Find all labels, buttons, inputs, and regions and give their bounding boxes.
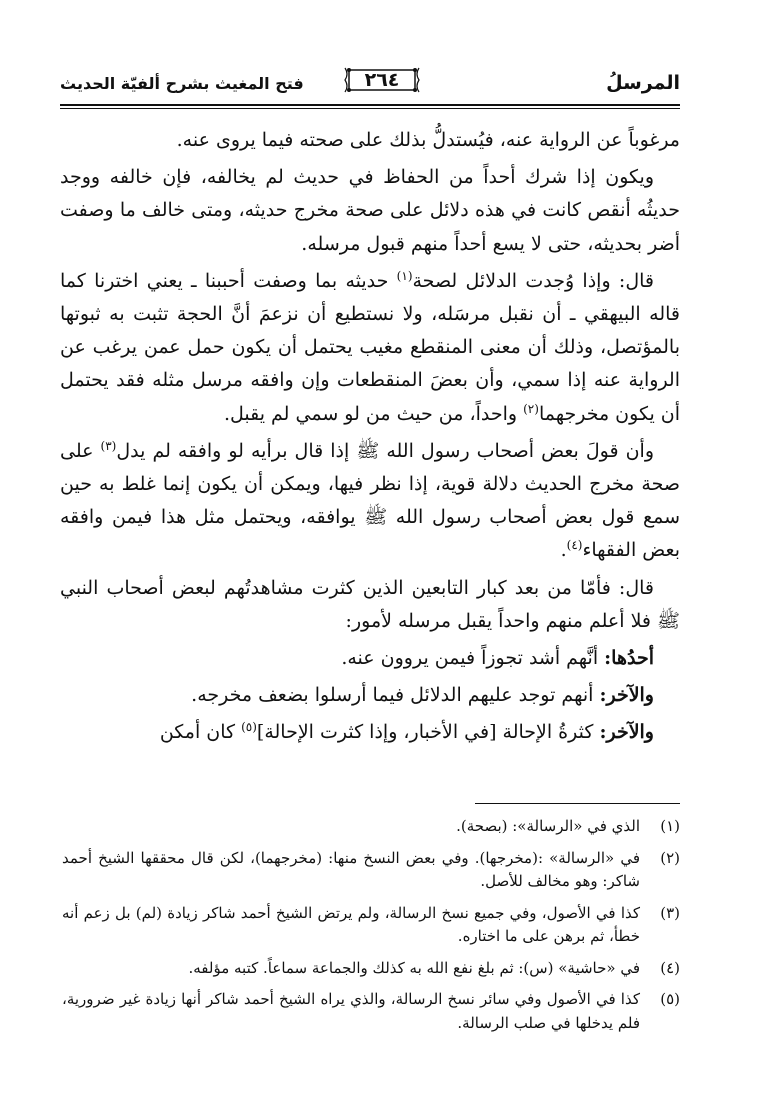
footnote-ref-4[interactable]: (٤)	[566, 538, 583, 553]
footnote-ref-5[interactable]: (٥)	[241, 720, 257, 735]
book-title: فتح المغيث بشرح ألفيّة الحديث	[60, 74, 304, 93]
term-label: أحدُها:	[604, 647, 654, 670]
paragraph-8: والآخر: كثرةُ الإحالة [في الأخبار، وإذا كثرت الإحالة]$^{(٥)}$ كان أمكن	[159, 720, 654, 744]
footnote-ref-2[interactable]: (٢)	[523, 401, 539, 416]
paragraph-3: قال: وإذا وُجدت الدلائل لصحة$^{(١)}$ حديثه بما وصفت أحببنا ـ يعني اخترنا كما قاله البيهقي ـ أن نقبل مرسَله، ولا نستطيع أن نزعمَ أنَّ الحجة تثبت به ثبوتها بالمؤتصل، وذلك أن معنى المنقطع مغيب يحتمل أن يكون حمل عمن يرغب عن الرواية عنه إذا سمي، وأن بعضَ المنقطعات وإن وافقه مرسل مثله فقد يحتمل أن يكون مخرجهما$^{(٢)}$ واحداً، من حيث من لو سمي لم يقبل.	[60, 268, 680, 425]
page-number: ٢٦٤	[364, 69, 400, 91]
footnote-3: (٣) كذا في الأصول، وفي جميع نسخ الرسالة، ولم يرتض الشيخ أحمد شاكر زيادة (لم) بل زعم أنه خطأ، ثم برهن على ما اختاره.	[62, 903, 680, 945]
paragraph-4: وأن قولَ بعض أصحاب رسول الله ﷺ إذا قال برأيه لو وافقه لم يدل$^{(٣)}$ على صحة مخرج الحديث دلالة قوية، إذا نظر فيها، ويمكن أن يكون إنما غلط به حين سمع قول بعض أصحاب رسول الله ﷺ يوافقه، ويحتمل مثل هذا فيمن وافقه بعض الفقهاء$^{(٤)}$.	[60, 438, 680, 562]
paragraph-5: قال: فأمّا من بعد كبار التابعين الذين كثرت مشاهدتُهم لبعض أصحاب النبي ﷺ فلا أعلم منهم واحداً يقبل مرسله لأمور:	[60, 576, 680, 632]
paragraph-2: ويكون إذا شرك أحداً من الحفاظ في حديث لم يخالفه، فإن خالفه ووجد حديثُه أنقص كانت في هذه دلائل على صحة مخرج حديثه، ومتى خالف ما وصفت أضر بحديثه، حتى لا يسع أحداً منهم قبول مرسله.	[60, 166, 680, 255]
footnote-ref-3[interactable]: (٣)	[100, 438, 117, 453]
footnote-4: (٤) في «حاشية» (س): ثم بلغ نفع الله به كذلك والجماعة سماعاً. كتبه مؤلفه.	[188, 958, 680, 977]
paragraph-1: مرغوباً عن الرواية عنه، فيُستدلُّ بذلك على صحته فيما يروى عنه.	[176, 129, 680, 151]
footnote-ref-1[interactable]: (١)	[396, 268, 413, 283]
term-label: والآخر:	[599, 684, 654, 707]
footnotes	[62, 815, 680, 1043]
footnote-2: (٢) في «الرسالة» :(مخرجها). وفي بعض النسخ منها: (مخرجهما)، لكن قال محققها الشيخ أحمد شاكر: وهو مخالف للأصل.	[62, 848, 680, 890]
paragraph-6: أحدُها: أنَّهم أشد تجوزاً فيمن يروون عنه.	[341, 647, 654, 670]
footnote-5: (٥) كذا في الأصول وفي سائر نسخ الرسالة، والذي يراه الشيخ أحمد شاكر أنها زيادة غير ضرورية، فلم يدخلها في صلب الرسالة.	[62, 990, 680, 1032]
running-header	[60, 66, 680, 100]
chapter-title: المرسلُ	[606, 72, 680, 94]
footnote-1: (١) الذي في «الرسالة»: (بصحة).	[456, 817, 680, 835]
main-text	[60, 124, 680, 754]
header-rule-thin	[60, 108, 680, 109]
header-rule	[60, 104, 680, 106]
paragraph-7: والآخر: أنهم توجد عليهم الدلائل فيما أرسلوا بضعف مخرجه.	[191, 684, 654, 707]
term-label: والآخر:	[599, 721, 654, 744]
page-number-frame	[343, 66, 421, 94]
footnote-separator	[475, 803, 680, 804]
